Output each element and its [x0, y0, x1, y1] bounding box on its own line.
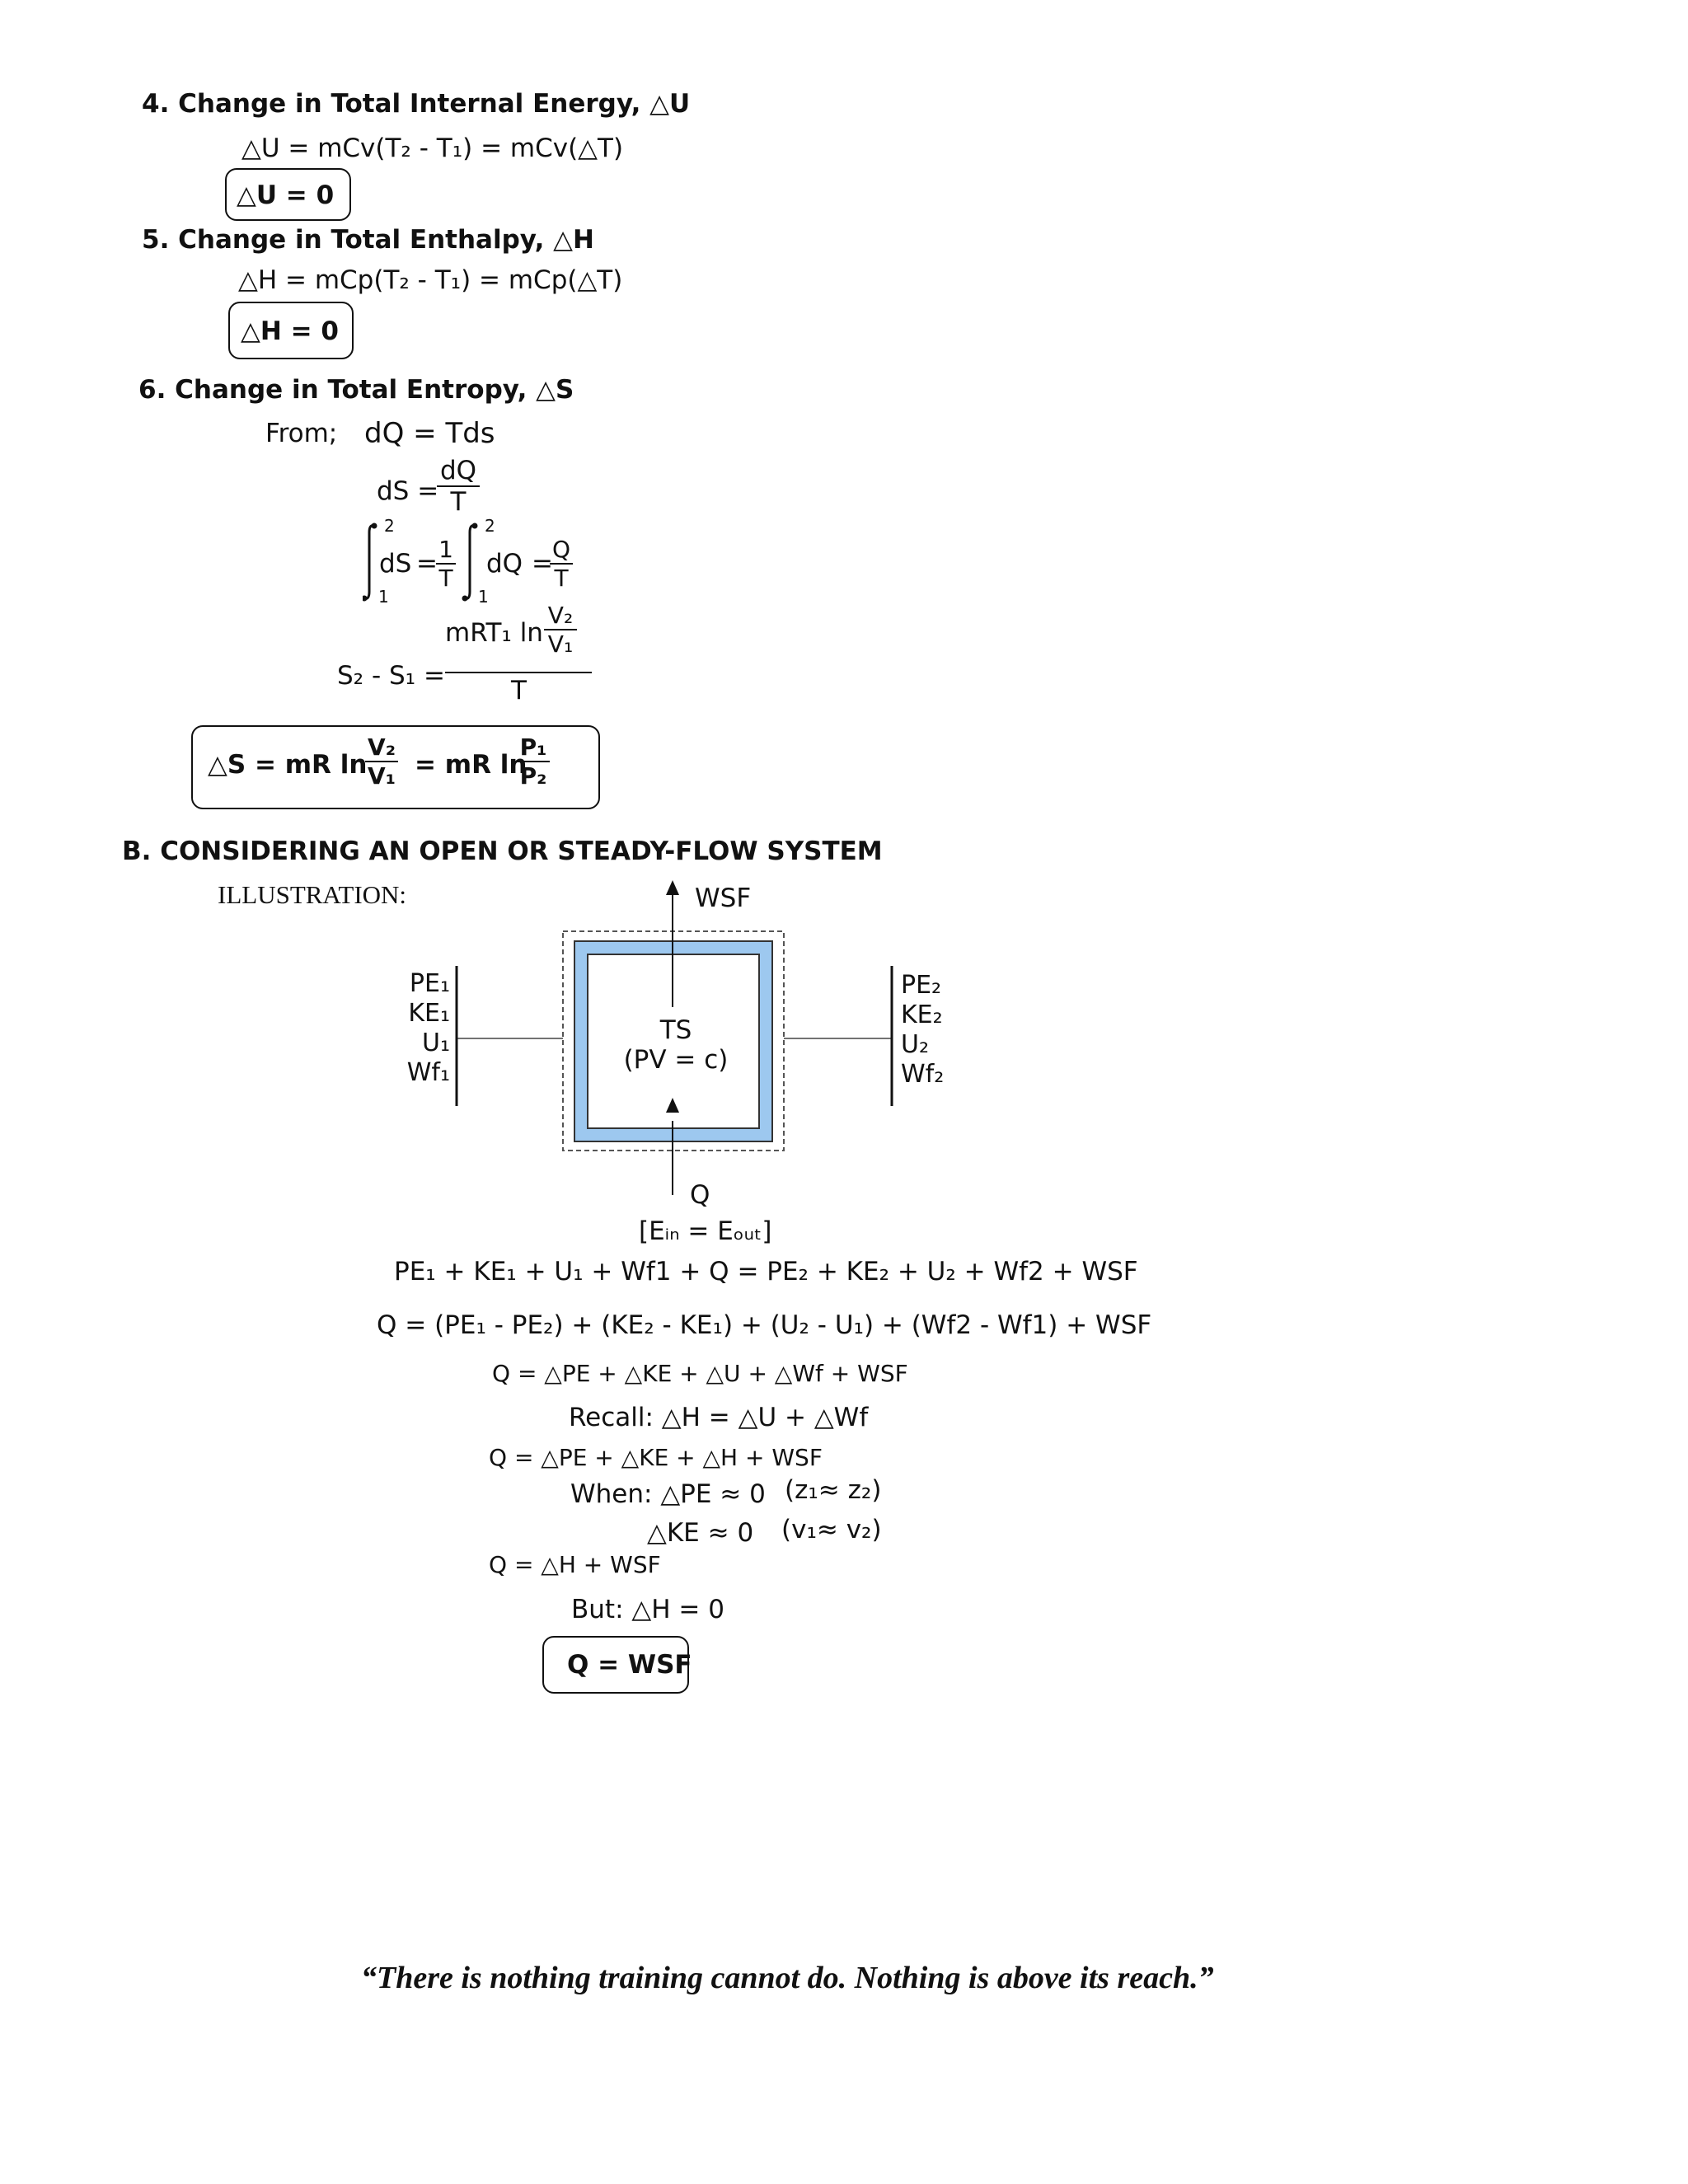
section-4-heading: 4. Change in Total Internal Energy, △U: [142, 89, 691, 119]
integral-upper-limit: 2: [384, 516, 395, 536]
outlet-label-ke: KE₂: [901, 1001, 943, 1029]
derivation-line-2: Q = (PE₁ - PE₂) + (KE₂ - KE₁) + (U₂ - U₁) + (Wf2 - Wf1) + WSF: [377, 1310, 1152, 1340]
v2-over-v1-fraction: [544, 602, 577, 658]
enthalpy-result: △H = 0: [241, 316, 339, 346]
fraction-numerator: Q: [551, 536, 571, 563]
q-over-t-fraction: [550, 536, 573, 592]
p1-over-p2-result: [517, 733, 550, 790]
equals-sign: =: [416, 549, 438, 579]
recall-line: Recall: △H = △U + △Wf: [569, 1403, 869, 1432]
when-line: When: △PE ≈ 0: [570, 1479, 766, 1509]
section-b-heading: B. CONSIDERING AN OPEN OR STEADY-FLOW SYSTEM: [122, 837, 883, 866]
ke-note: (v₁≈ v₂): [781, 1515, 882, 1544]
illustration-label: ILLUSTRATION:: [218, 880, 407, 909]
inlet-label-u: U₁: [422, 1029, 450, 1057]
fraction-numerator: V₂: [368, 733, 396, 761]
outlet-label-wf: Wf₂: [901, 1060, 945, 1089]
main-fraction-bar: [445, 672, 592, 673]
v2-over-v1-result: [365, 733, 398, 790]
fraction-denominator: T: [554, 565, 569, 592]
derivation-line-5: Q = △H + WSF: [489, 1551, 661, 1578]
derivation-line-1: PE₁ + KE₁ + U₁ + Wf1 + Q = PE₂ + KE₂ + U₂ + Wf2 + WSF: [394, 1257, 1138, 1286]
ke-line: △KE ≈ 0: [647, 1518, 754, 1548]
fraction-numerator: P₁: [519, 733, 547, 761]
enthalpy-equation: △H = mCp(T₂ - T₁) = mCp(△T): [238, 265, 623, 295]
ds-lhs: dS =: [377, 476, 439, 506]
entropy-result-lhs: △S = mR ln: [208, 750, 368, 780]
work-arrow-head: [666, 880, 679, 895]
fraction-denominator: V₁: [368, 762, 396, 790]
heat-equation: dQ = Tds: [364, 417, 495, 450]
integral-lower-limit: 1: [378, 587, 389, 607]
equals-sign-2: =: [532, 549, 553, 579]
box-label-ts: TS: [659, 1015, 692, 1045]
fraction-denominator: P₂: [519, 762, 547, 790]
mrt-ln: mRT₁ ln: [445, 618, 543, 648]
section-5-heading: 5. Change in Total Enthalpy, △H: [142, 225, 594, 255]
integral-lower-limit-2: 1: [478, 587, 489, 607]
fraction-denominator: T: [450, 487, 467, 517]
entropy-result-mid: = mR ln: [415, 750, 528, 780]
one-over-t-fraction: [436, 536, 456, 592]
derivation-line-3: Q = △PE + △KE + △U + △Wf + WSF: [492, 1360, 908, 1387]
box-label-pvc: (PV = c): [623, 1045, 729, 1075]
but-line: But: △H = 0: [571, 1595, 724, 1624]
internal-energy-equation: △U = mCv(T₂ - T₁) = mCv(△T): [241, 134, 624, 163]
fraction-numerator: dQ: [439, 456, 477, 485]
fraction-denominator: V₁: [547, 630, 574, 658]
final-result: Q = WSF: [567, 1650, 692, 1680]
s2-s1-lhs: S₂ - S₁ =: [337, 661, 445, 691]
wsf-label: WSF: [695, 883, 752, 913]
when-note: (z₁≈ z₂): [785, 1475, 882, 1505]
inlet-label-wf: Wf₁: [406, 1058, 450, 1087]
outlet-label-u: U₂: [901, 1030, 929, 1059]
integral-dq: dQ: [486, 549, 523, 579]
internal-energy-result: △U = 0: [237, 180, 335, 210]
integral-ds: dS: [379, 549, 412, 579]
inlet-label-pe: PE₁: [409, 969, 450, 998]
integral-upper-limit-2: 2: [485, 516, 495, 536]
section-6-heading: 6. Change in Total Entropy, △S: [138, 375, 574, 405]
energy-balance: [Eᵢₙ = Eₒᵤₜ]: [639, 1216, 772, 1246]
q-label: Q: [690, 1180, 710, 1210]
from-label: From;: [265, 419, 338, 448]
fraction-denominator: T: [438, 565, 453, 592]
inlet-label-ke: KE₁: [408, 999, 450, 1028]
dq-over-t-fraction: [437, 456, 480, 517]
footer-quote: “There is nothing training cannot do. Nothing is above its reach.”: [361, 1961, 1214, 1995]
fraction-numerator: 1: [438, 536, 453, 563]
derivation-line-4: Q = △PE + △KE + △H + WSF: [489, 1444, 823, 1471]
main-fraction-denominator: T: [511, 676, 527, 705]
outlet-label-pe: PE₂: [901, 971, 942, 1000]
fraction-numerator: V₂: [547, 602, 574, 629]
